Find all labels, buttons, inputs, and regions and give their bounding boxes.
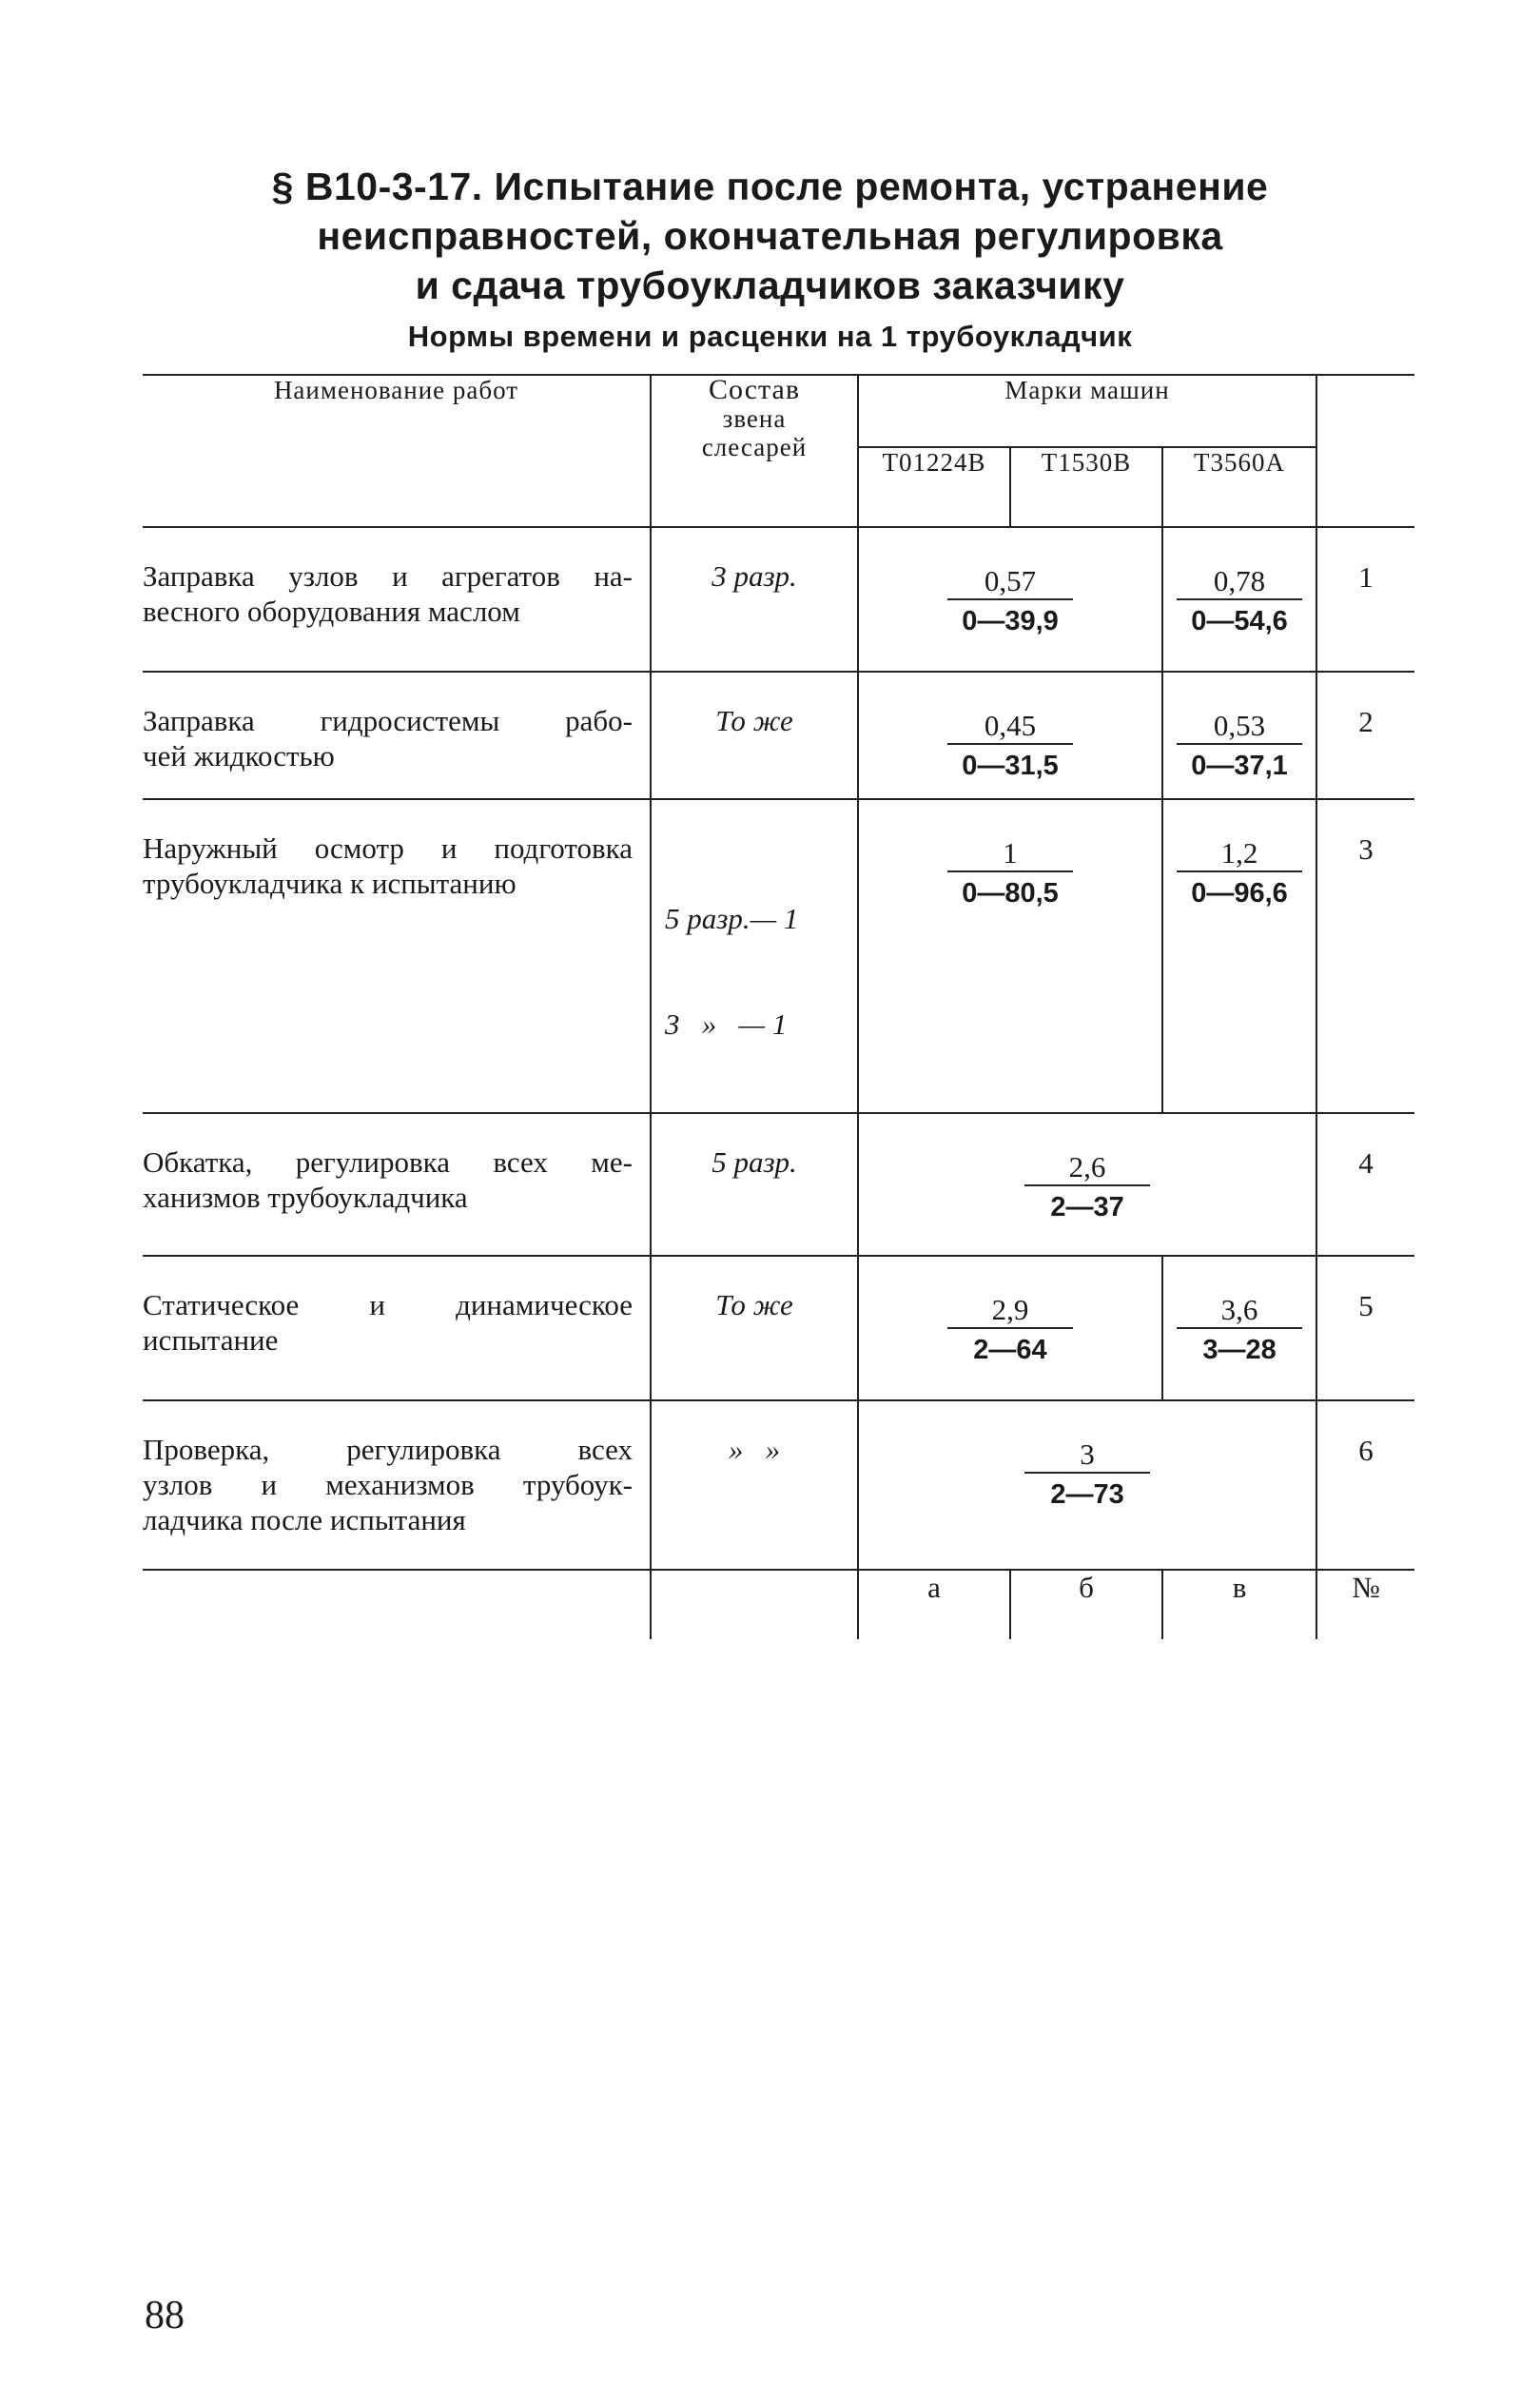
row-2-norm-c-rate: 0—37,1 (1191, 751, 1288, 781)
row-5-norm-c-rate: 3—28 (1202, 1335, 1277, 1365)
table-header-row-1 (143, 375, 1414, 447)
row-4-work-name (143, 1113, 651, 1256)
header-model-b: Т1530В (1010, 447, 1162, 527)
row-4-crew: 5 разр. (651, 1113, 858, 1256)
row-3-norm-c-rate: 0—96,6 (1191, 878, 1288, 909)
row-1-norm-ab-time: 0,57 (947, 564, 1073, 600)
row-6-norm-abc (858, 1400, 1316, 1570)
row-4-norm-abc-time: 2,6 (1024, 1150, 1150, 1186)
row-1-norm-c (1162, 527, 1316, 672)
row-2-work-name-line-1: Заправка гидросистемы рабо- (143, 704, 633, 737)
row-2-norm-ab-time: 0,45 (947, 709, 1073, 745)
table-row (143, 799, 1414, 1113)
row-3-norm-ab (858, 799, 1162, 1113)
row-5-norm-ab-rate: 2—64 (973, 1335, 1047, 1365)
row-3-crew-line-1: 5 разр.— 1 (665, 902, 799, 935)
row-3-crew-line-2: 3 » — 1 (665, 1007, 788, 1041)
table-row (143, 1113, 1414, 1256)
section-title-line-3: и сдача трубоукладчиков заказчику (415, 264, 1125, 307)
row-6-norm-abc-rate: 2—73 (1050, 1479, 1124, 1510)
row-6-norm-abc-time: 3 (1024, 1437, 1150, 1474)
table-footer-row (143, 1570, 1414, 1639)
row-5-norm-c (1162, 1256, 1316, 1400)
row-3-number: 3 (1316, 799, 1414, 1113)
row-1-work-name (143, 527, 651, 672)
row-5-number: 5 (1316, 1256, 1414, 1400)
header-number-cell (1316, 375, 1414, 527)
row-1-norm-c-time: 0,78 (1177, 564, 1302, 600)
row-1-norm-ab (858, 527, 1162, 672)
row-1-norm-c-rate: 0—54,6 (1191, 606, 1288, 636)
row-3-work-name-line-2: трубоукладчика к испытанию (143, 867, 517, 900)
row-3-crew (651, 799, 858, 1113)
row-6-number: 6 (1316, 1400, 1414, 1570)
row-3-norm-ab-rate: 0—80,5 (962, 878, 1059, 909)
row-2-norm-c-time: 0,53 (1177, 709, 1302, 745)
row-5-crew: То же (651, 1256, 858, 1400)
row-2-norm-ab (858, 672, 1162, 799)
row-2-work-name-line-2: чей жидкостью (143, 739, 335, 772)
row-3-work-name (143, 799, 651, 1113)
row-2-norm-ab-rate: 0—31,5 (962, 751, 1059, 781)
row-5-norm-ab (858, 1256, 1162, 1400)
table-row (143, 1256, 1414, 1400)
header-model-c: Т3560А (1162, 447, 1316, 527)
row-2-crew: То же (651, 672, 858, 799)
row-1-norm-ab-rate: 0—39,9 (962, 606, 1059, 636)
footer-col-b: б (1010, 1570, 1162, 1639)
row-4-work-name-line-1: Обкатка, регулировка всех ме- (143, 1145, 633, 1179)
header-crew (651, 375, 858, 527)
header-model-a: Т01224В (858, 447, 1010, 527)
row-5-work-name (143, 1256, 651, 1400)
row-3-norm-c (1162, 799, 1316, 1113)
header-work-name: Наименование работ (143, 375, 651, 527)
section-title-line-1: § В10-3-17. Испытание после ремонта, устранение (271, 165, 1269, 208)
row-6-work-name-line-1: Проверка, регулировка всех (143, 1433, 633, 1466)
row-6-crew: » » (651, 1400, 858, 1570)
section-title (0, 162, 1540, 310)
table-row (143, 1400, 1414, 1570)
page-number: 88 (145, 2294, 185, 2337)
footer-col-number: № (1352, 1571, 1380, 1604)
row-5-norm-ab-time: 2,9 (947, 1293, 1073, 1329)
row-2-number: 2 (1316, 672, 1414, 799)
row-1-crew: 3 разр. (651, 527, 858, 672)
row-2-work-name (143, 672, 651, 799)
row-3-norm-c-time: 1,2 (1177, 836, 1302, 872)
row-3-work-name-line-1: Наружный осмотр и подготовка (143, 831, 633, 865)
row-6-work-name-line-2: узлов и механизмов трубоук- (143, 1468, 633, 1501)
row-4-norm-abc-rate: 2—37 (1050, 1192, 1124, 1222)
header-crew-line-1: Состав (708, 374, 801, 405)
footer-empty-name (143, 1570, 651, 1639)
footer-col-a: а (858, 1570, 1010, 1639)
table-row (143, 527, 1414, 672)
section-title-line-2: неисправностей, окончательная регулировка (317, 214, 1223, 258)
row-4-norm-abc (858, 1113, 1316, 1256)
row-5-work-name-line-1: Статическое и динамическое (143, 1288, 633, 1321)
row-6-work-name-line-3: ладчика после испытания (143, 1503, 466, 1536)
row-3-norm-ab-time: 1 (947, 836, 1073, 872)
row-4-number: 4 (1316, 1113, 1414, 1256)
header-machines: Марки машин (858, 375, 1316, 447)
row-1-work-name-line-2: весного оборудования маслом (143, 595, 520, 628)
row-2-norm-c (1162, 672, 1316, 799)
row-1-work-name-line-1: Заправка узлов и агрегатов на- (143, 559, 633, 593)
footer-col-c: в (1162, 1570, 1316, 1639)
table-row (143, 672, 1414, 799)
row-1-number: 1 (1316, 527, 1414, 672)
header-crew-line-2: звена (722, 404, 787, 433)
table-caption: Нормы времени и расценки на 1 трубоукладчик (407, 320, 1133, 353)
norms-table (143, 374, 1414, 1639)
footer-empty-crew (651, 1570, 858, 1639)
row-5-work-name-line-2: испытание (143, 1323, 279, 1357)
row-5-norm-c-time: 3,6 (1177, 1293, 1302, 1329)
row-6-work-name (143, 1400, 651, 1570)
header-crew-line-3: слесарей (701, 433, 808, 461)
row-4-work-name-line-2: ханизмов трубоукладчика (143, 1181, 468, 1214)
